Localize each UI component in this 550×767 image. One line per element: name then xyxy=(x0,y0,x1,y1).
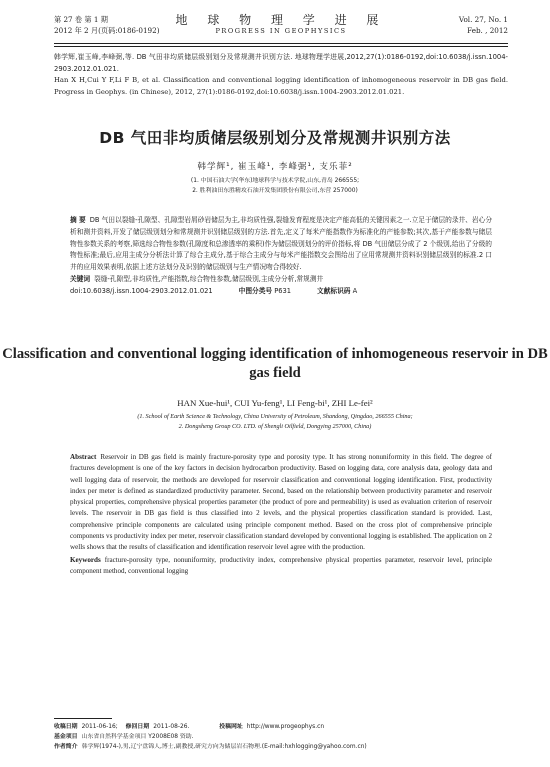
volume-issue: 第 27 卷 第 1 期 xyxy=(54,15,108,24)
abstract-cn-body xyxy=(70,215,492,274)
keywords-cn xyxy=(70,274,492,286)
doc-code xyxy=(317,286,357,298)
revised-label: 修回日期 xyxy=(125,724,150,730)
affiliations-en xyxy=(0,412,550,432)
citation-en: Han X H,Cui Y F,Li F B, et al. Classification and conventional logging identification of inhomogeneous reservoir in DB gas field. Progress in Geophys. (in Chinese), 2012, 27(1):0186-0192,doi:10.6038/j.issn.1004-2903.2012.01.021. xyxy=(54,76,508,96)
revised-date: 2011-08-26. xyxy=(153,724,190,730)
received-label: 收稿日期 xyxy=(54,724,78,730)
abstract-en-label: Abstract xyxy=(70,453,97,461)
running-header xyxy=(54,14,508,44)
affiliation-en-2: 2. Dongsheng Group CO. LTD. of Shengli Oilfield, Dongying 257000, China) xyxy=(178,423,372,430)
bio-label: 作者简介 xyxy=(54,744,78,751)
keywords-cn-label: 关键词 xyxy=(70,274,91,283)
bio-text: 韩学辉(1974-),男,辽宁盘锦人,博士,副教授,研究方向为储层岩石物理.(E-mail:hxhlogging@yahoo.com.cn) xyxy=(81,744,367,751)
keywords-en xyxy=(70,555,492,578)
footnote-rule xyxy=(54,718,112,719)
footnote-dates xyxy=(54,722,508,732)
date-pages: 2012 年 2 月(页码:0186-0192) xyxy=(54,26,160,35)
affiliation-en-1: (1. School of Earth Science & Technology, China University of Petroleum, Shandong, Qingdao, 266555 China; xyxy=(137,413,413,420)
abstract-en-body xyxy=(70,452,492,554)
abstract-cn-label: 摘 要 xyxy=(70,216,86,224)
title-en: Classification and conventional logging identification of inhomogeneous reservoir in DB gas field xyxy=(2,346,548,381)
article-meta-cn xyxy=(70,286,492,298)
doi-cn: doi:10.6038/j.issn.1004-2903.2012.01.021 xyxy=(70,286,213,295)
received-date: 2011-06-16; xyxy=(81,724,118,730)
footnote-fund xyxy=(54,732,508,742)
abstract-en xyxy=(70,452,492,577)
volume-issue-en: Vol. 27, No. 1 xyxy=(458,15,508,24)
footnotes xyxy=(54,722,508,753)
fund-text: 山东省自然科学基金项目 Y2008E08 资助. xyxy=(81,734,194,741)
clc-value: P631 xyxy=(274,286,292,295)
abstract-cn xyxy=(70,215,492,298)
citation-block xyxy=(54,52,508,98)
doc-code-label: 文献标识码 xyxy=(317,286,351,295)
affiliation-cn-1: (1. 中国石油大学(华东)地球科学与技术学院,山东,青岛 266555; xyxy=(190,178,360,184)
footnote-bio xyxy=(54,742,508,752)
submission-label: 投稿网址 xyxy=(219,724,243,730)
title-cn: DB 气田非均质储层级别划分及常规测井识别方法 xyxy=(99,129,451,147)
issue-info-en xyxy=(459,14,508,36)
date-en: Feb. , 2012 xyxy=(467,26,508,35)
journal-name-en: PROGRESS IN GEOPHYSICS xyxy=(215,27,347,35)
journal-name-cn: 地 球 物 理 学 进 展 xyxy=(175,13,387,27)
clc-label: 中图分类号 xyxy=(238,286,273,295)
abstract-cn-text: DB 气田以裂缝-孔隙型、孔隙型岩屑砂岩储层为主,非均质性强,裂缝发育程度是决定产能高低的关键因素之一.立足于储层的录井、岩心分析和测井资料,开发了储层级别划分和常规测井识别储层级别的方法.首先,定义了每米产能指数作为标准化的产能参数;其次,基于产能参数与储层物性参数关系的考察,筛选综合物性参数(孔隙度和总渗透率的乘积)作为储层级别划分的评价指标,将 DB 气田储层分成了 2 个级别,给出了分级的物性标准;最后,应用主成分分析法计算了综合主成分,基于综合主成分与每米产能指数交会图给出了应用常规测井资料识别储层级别的标准.2 口井的应用效果表明,依据上述方法划分及识别的储层级别与生产情况吻合得较好. xyxy=(70,216,493,272)
affiliations-cn xyxy=(0,176,550,196)
authors-en: HAN Xue-hui¹, CUI Yu-feng¹, LI Feng-bi¹, ZHI Le-fei² xyxy=(177,398,373,408)
doc-code-value: A xyxy=(352,286,358,295)
header-rule-thick xyxy=(54,43,508,44)
header-rule-thin xyxy=(54,46,508,47)
keywords-en-text: fracture-porosity type, nonuniformity, productivity index, comprehensive physical properties parameter, reservoir level, principle component method, conventional logging xyxy=(70,555,492,575)
citation-cn: 韩学辉,崔玉峰,李峰弼,等. DB 气田非均质储层级别划分及常规测井识别方法. 地球物理学进展,2012,27(1):0186-0192,doi:10.6038/j.issn.1004-2903.2012.01.021. xyxy=(54,53,508,73)
affiliation-cn-2: 2. 胜利油田东胜精攻石油开发集团股份有限公司,东营 257000) xyxy=(192,188,358,194)
keywords-en-label: Keywords xyxy=(70,555,101,564)
clc-number xyxy=(239,286,291,298)
fund-label: 基金项目 xyxy=(54,734,78,741)
abstract-en-text: Reservoir in DB gas field is mainly fracture-porosity type and porosity type. It has strong nonuniformity in this field. The degree of fractures development is one of the key factors in decision hydrocarbon productivity. Based on logging data, core analysis data, geology data and well logging data of reservoir, the methods are developed for reservoir classification and conventional logging identification. First, productivity index per meter is defined as standardized productivity parameter. Second, based on the relationship between productivity parameter and reservoir physical properties, comprehensive physical properties parameter (the product of pore and permeability) is used as evaluation criterion of reservoir levels. The reservoir in DB gas field is thus classified into 2 levels, and the physical properties classification standard is provided. Last, comprehensive principle components are calculated using principle component method. Based on the cross plot of comprehensive principle components vs productivity index per meter, reservoir classification standard developed by conventional logging is established. The application on 2 wells shows that the results of classification and identification reservoir level agree with the production. xyxy=(70,453,492,552)
authors-cn: 韩学辉¹, 崔玉峰¹, 李峰弼¹, 支乐菲² xyxy=(197,162,353,172)
keywords-cn-text: 裂缝-孔隙型,非均质性,产能指数,综合物性参数,储层级别,主成分分析,常规测井 xyxy=(94,274,324,283)
journal-name xyxy=(54,14,508,36)
submission-url[interactable]: http://www.progeophys.cn xyxy=(246,724,325,730)
